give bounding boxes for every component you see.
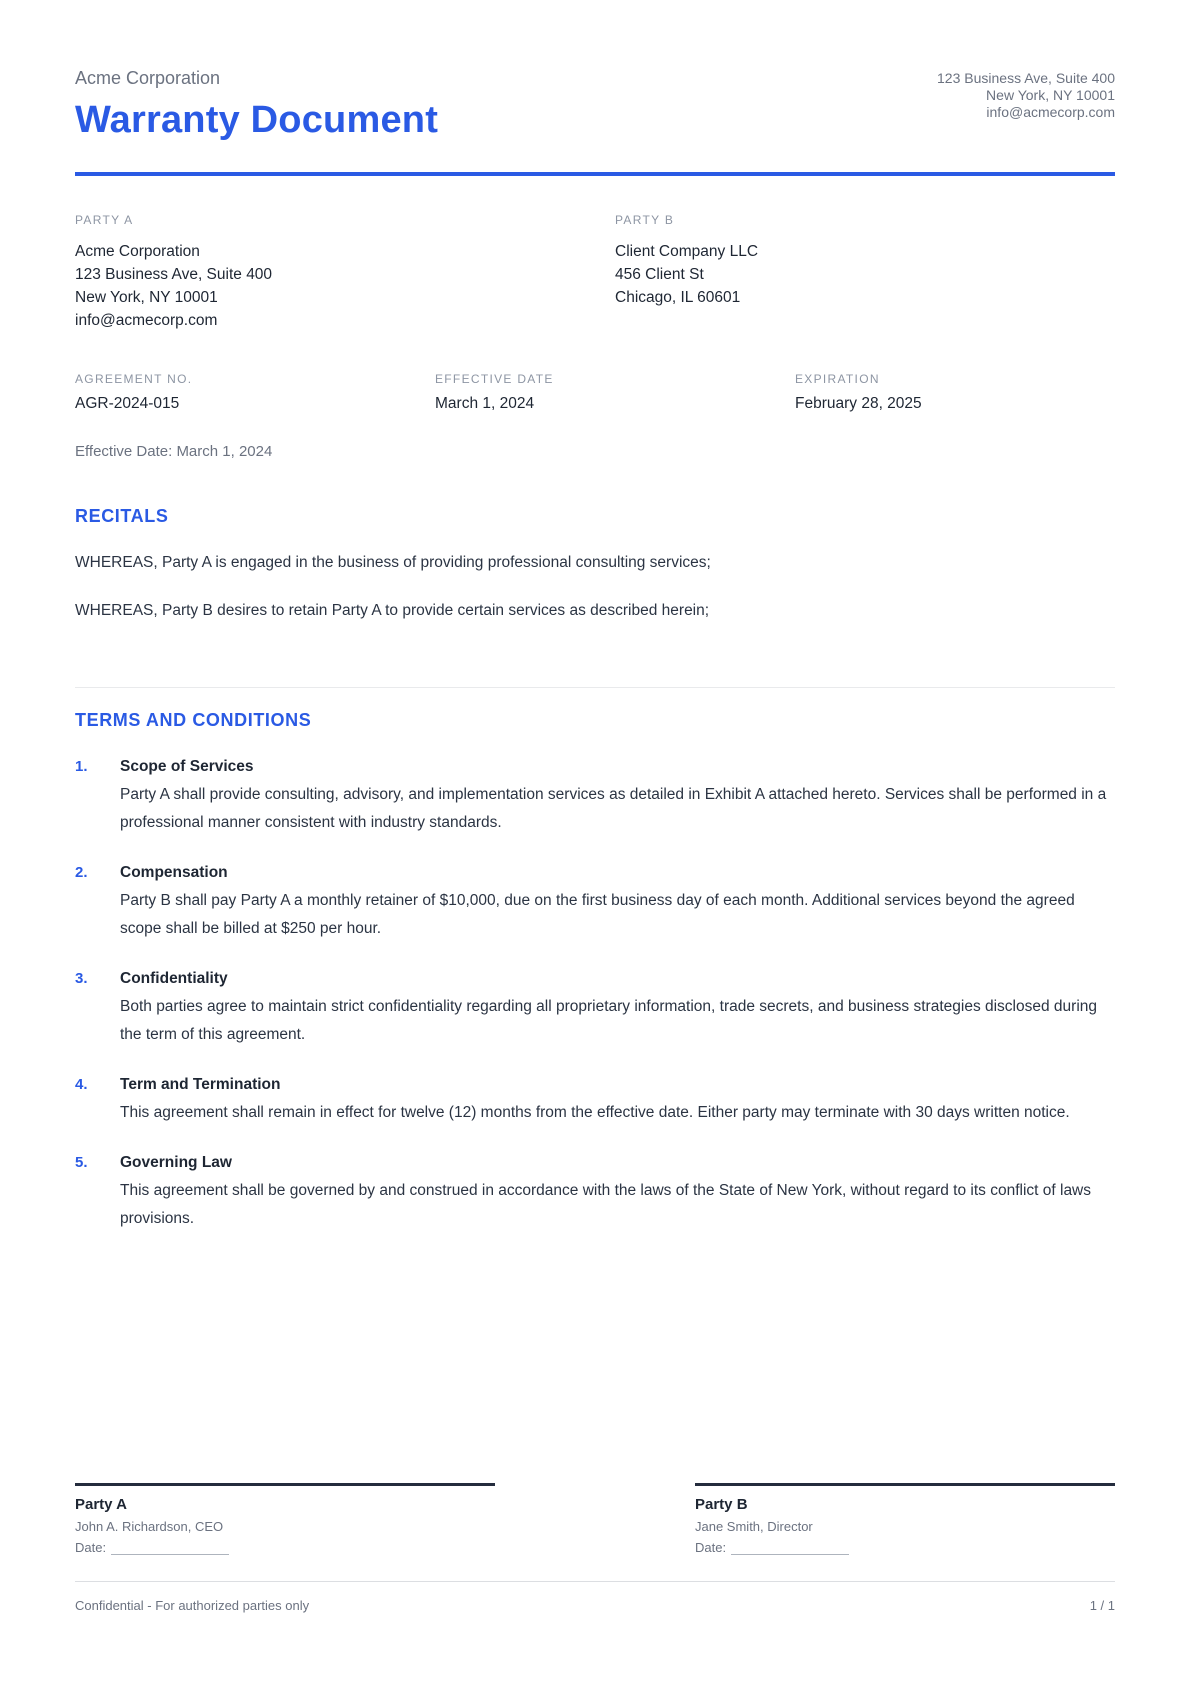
recital-paragraph: WHEREAS, Party A is engaged in the business of providing professional consulting services; [75,554,711,571]
term-content [120,861,1115,943]
term-title: Governing Law [120,1154,232,1171]
party-line: Chicago, IL 60601 [615,289,741,306]
document-header [75,68,1115,142]
signature-party-b [695,1483,1115,1555]
party-line: info@acmecorp.com [75,312,218,329]
term-number: 5. [75,1154,88,1171]
confidentiality-notice: Confidential - For authorized parties only [75,1598,310,1613]
date-label: Date: [695,1540,727,1555]
date-label: Date: [75,1540,107,1555]
signature-party-label: Party A [75,1496,127,1513]
party-line: Acme Corporation [75,243,200,260]
party-b-label: PARTY B [615,213,675,227]
page-title: Warranty Document [75,99,439,141]
address-line: 123 Business Ave, Suite 400 [937,70,1115,86]
term-item-5 [75,1151,1115,1233]
signatory-name: John A. Richardson, CEO [75,1519,224,1534]
term-body: Party A shall provide consulting, advisory, and implementation services as detailed in Exhibit A attached hereto. Services shall be performed in a professional manner consistent with industry standards. [120,786,1107,831]
header-left [75,68,438,142]
party-a-label: PARTY A [75,213,134,227]
party-a-details [75,240,575,332]
recitals-section [75,506,1115,623]
signature-date-row [695,1540,1115,1555]
date-fill-line [111,1543,229,1555]
section-divider [75,687,1115,688]
term-item-4 [75,1073,1115,1127]
party-line: 456 Client St [615,266,704,283]
term-item-2 [75,861,1115,943]
party-b-block [615,213,1115,332]
meta-agreement-no [75,372,395,413]
meta-effective-date [435,372,755,413]
term-number: 1. [75,758,88,775]
agreement-meta [75,372,1115,413]
term-title: Term and Termination [120,1076,281,1093]
term-content [120,755,1115,837]
term-number: 4. [75,1076,88,1093]
address-line: info@acmecorp.com [986,104,1115,120]
term-title: Confidentiality [120,970,228,987]
date-fill-line [731,1543,849,1555]
term-title: Compensation [120,864,228,881]
address-line: New York, NY 10001 [986,87,1115,103]
recital-paragraph: WHEREAS, Party B desires to retain Party A to provide certain services as described herein; [75,602,710,619]
term-item-3 [75,967,1115,1049]
signatures-section [75,1483,1115,1555]
term-content [120,1073,1115,1127]
effective-date-value: March 1, 2024 [435,395,535,412]
term-content [120,1151,1115,1233]
company-name: Acme Corporation [75,68,221,88]
terms-section [75,710,1115,1233]
header-address [937,68,1115,121]
term-content [120,967,1115,1049]
meta-expiration [795,372,1115,413]
footer-row [75,1598,1115,1613]
accent-divider [75,172,1115,176]
term-item-1 [75,755,1115,837]
page-footer [75,1581,1115,1613]
expiration-value: February 28, 2025 [795,395,922,412]
effective-date-label: EFFECTIVE DATE [435,372,554,386]
signature-party-a [75,1483,495,1555]
party-line: 123 Business Ave, Suite 400 [75,266,273,283]
parties-section [75,213,1115,332]
party-b-details [615,240,1115,309]
term-body: Both parties agree to maintain strict confidentiality regarding all proprietary information, trade secrets, and business strategies disclosed during the term of this agreement. [120,998,1098,1043]
effective-date-note: Effective Date: March 1, 2024 [75,443,273,460]
term-number: 2. [75,864,88,881]
term-body: This agreement shall be governed by and construed in accordance with the laws of the State of New York, without regard to its conflict of laws provisions. [120,1182,1092,1227]
signature-date-row [75,1540,495,1555]
signatory-name: Jane Smith, Director [695,1519,813,1534]
terms-heading: TERMS AND CONDITIONS [75,710,312,730]
agreement-no-value: AGR-2024-015 [75,395,180,412]
term-number: 3. [75,970,88,987]
page-number: 1 / 1 [1089,1598,1115,1613]
term-body: This agreement shall remain in effect for twelve (12) months from the effective date. Either party may terminate with 30 days written notice. [120,1104,1070,1121]
term-body: Party B shall pay Party A a monthly retainer of $10,000, due on the first business day of each month. Additional services beyond the agreed scope shall be billed at $250 per hour. [120,892,1075,937]
agreement-no-label: AGREEMENT NO. [75,372,193,386]
term-title: Scope of Services [120,758,254,775]
footer-divider [75,1581,1115,1582]
recitals-heading: RECITALS [75,506,169,526]
signature-party-label: Party B [695,1496,748,1513]
expiration-label: EXPIRATION [795,372,880,386]
party-line: Client Company LLC [615,243,759,260]
party-line: New York, NY 10001 [75,289,218,306]
party-a-block [75,213,575,332]
